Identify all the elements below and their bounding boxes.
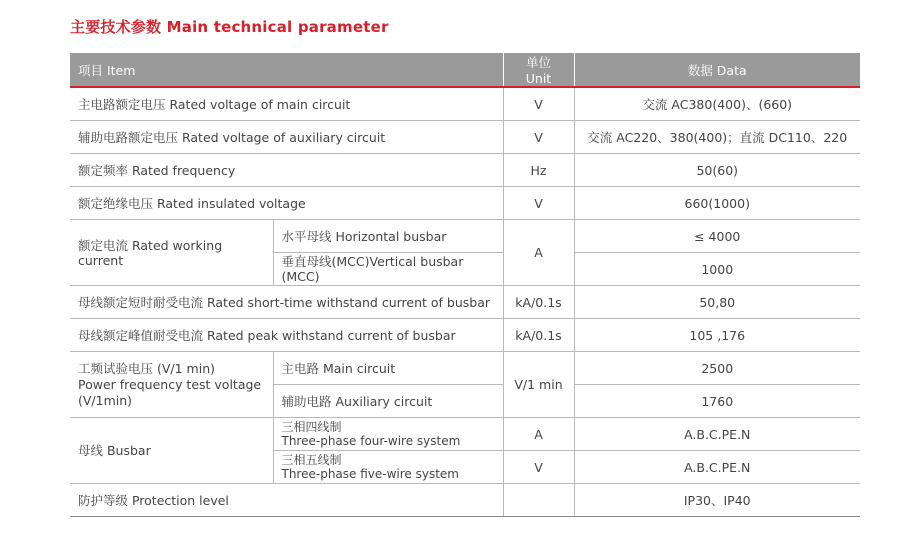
row-data: 1760 [574,385,860,418]
row-subitem [273,451,503,484]
row-unit: V [503,451,574,484]
table-row [70,352,860,385]
row-subitem: 辅助电路 Auxiliary circuit [273,385,503,418]
table-row [70,154,860,187]
header-data: 数据 Data [574,53,860,87]
row-data: 50(60) [574,154,860,187]
table-row [70,187,860,220]
table-row [70,484,860,517]
row-data: IP30、IP40 [574,484,860,517]
row-unit: A [503,418,574,451]
row-unit: V [503,187,574,220]
row-subitem: 垂直母线(MCC)Vertical busbar (MCC) [273,253,503,286]
row-unit: Hz [503,154,574,187]
table-row [70,87,860,121]
parameter-table [70,53,860,517]
row-unit: V [503,87,574,121]
table-row [70,121,860,154]
row-item: 辅助电路额定电压 Rated voltage of auxiliary circuit [70,121,503,154]
row-item: 母线额定峰值耐受电流 Rated peak withstand current of busbar [70,319,503,352]
row-data: 交流 AC220、380(400)；直流 DC110、220 [574,121,860,154]
row-item: 母线 Busbar [70,418,273,484]
row-data: 105 ,176 [574,319,860,352]
table-row [70,319,860,352]
row-subitem-line: 三相四线制 [281,420,342,434]
row-unit [503,484,574,517]
row-item: 防护等级 Protection level [70,484,503,517]
row-data: 660(1000) [574,187,860,220]
row-item: 额定电流 Rated working current [70,220,273,286]
row-item [70,352,273,418]
row-unit: kA/0.1s [503,286,574,319]
table-row [70,286,860,319]
row-subitem-line: Three-phase five-wire system [281,467,459,481]
row-item-line: 工频试验电压 (V/1 min) [78,360,215,376]
row-data: 1000 [574,253,860,286]
row-item: 额定频率 Rated frequency [70,154,503,187]
row-data: 2500 [574,352,860,385]
row-subitem: 主电路 Main circuit [273,352,503,385]
row-item-line: (V/1min) [78,392,133,408]
table-header-row [70,53,860,87]
row-unit: A [503,220,574,286]
header-unit: 单位 Unit [503,53,574,87]
row-item: 母线额定短时耐受电流 Rated short-time withstand current of busbar [70,286,503,319]
row-unit: kA/0.1s [503,319,574,352]
row-data: ≤ 4000 [574,220,860,253]
row-unit: V/1 min [503,352,574,418]
row-data: 交流 AC380(400)、(660) [574,87,860,121]
header-item: 项目 Item [70,53,503,87]
row-subitem-line: Three-phase four-wire system [281,434,461,448]
table-row [70,418,860,451]
page-title: 主要技术参数 Main technical parameter [70,18,389,36]
row-unit: V [503,121,574,154]
row-data: 50,80 [574,286,860,319]
row-data: A.B.C.PE.N [574,418,860,451]
table-row [70,220,860,253]
row-item-line: Power frequency test voltage [78,376,262,392]
row-item: 额定绝缘电压 Rated insulated voltage [70,187,503,220]
row-data: A.B.C.PE.N [574,451,860,484]
row-subitem: 水平母线 Horizontal busbar [273,220,503,253]
row-item: 主电路额定电压 Rated voltage of main circuit [70,87,503,121]
row-subitem-line: 三相五线制 [281,453,342,467]
row-subitem [273,418,503,451]
